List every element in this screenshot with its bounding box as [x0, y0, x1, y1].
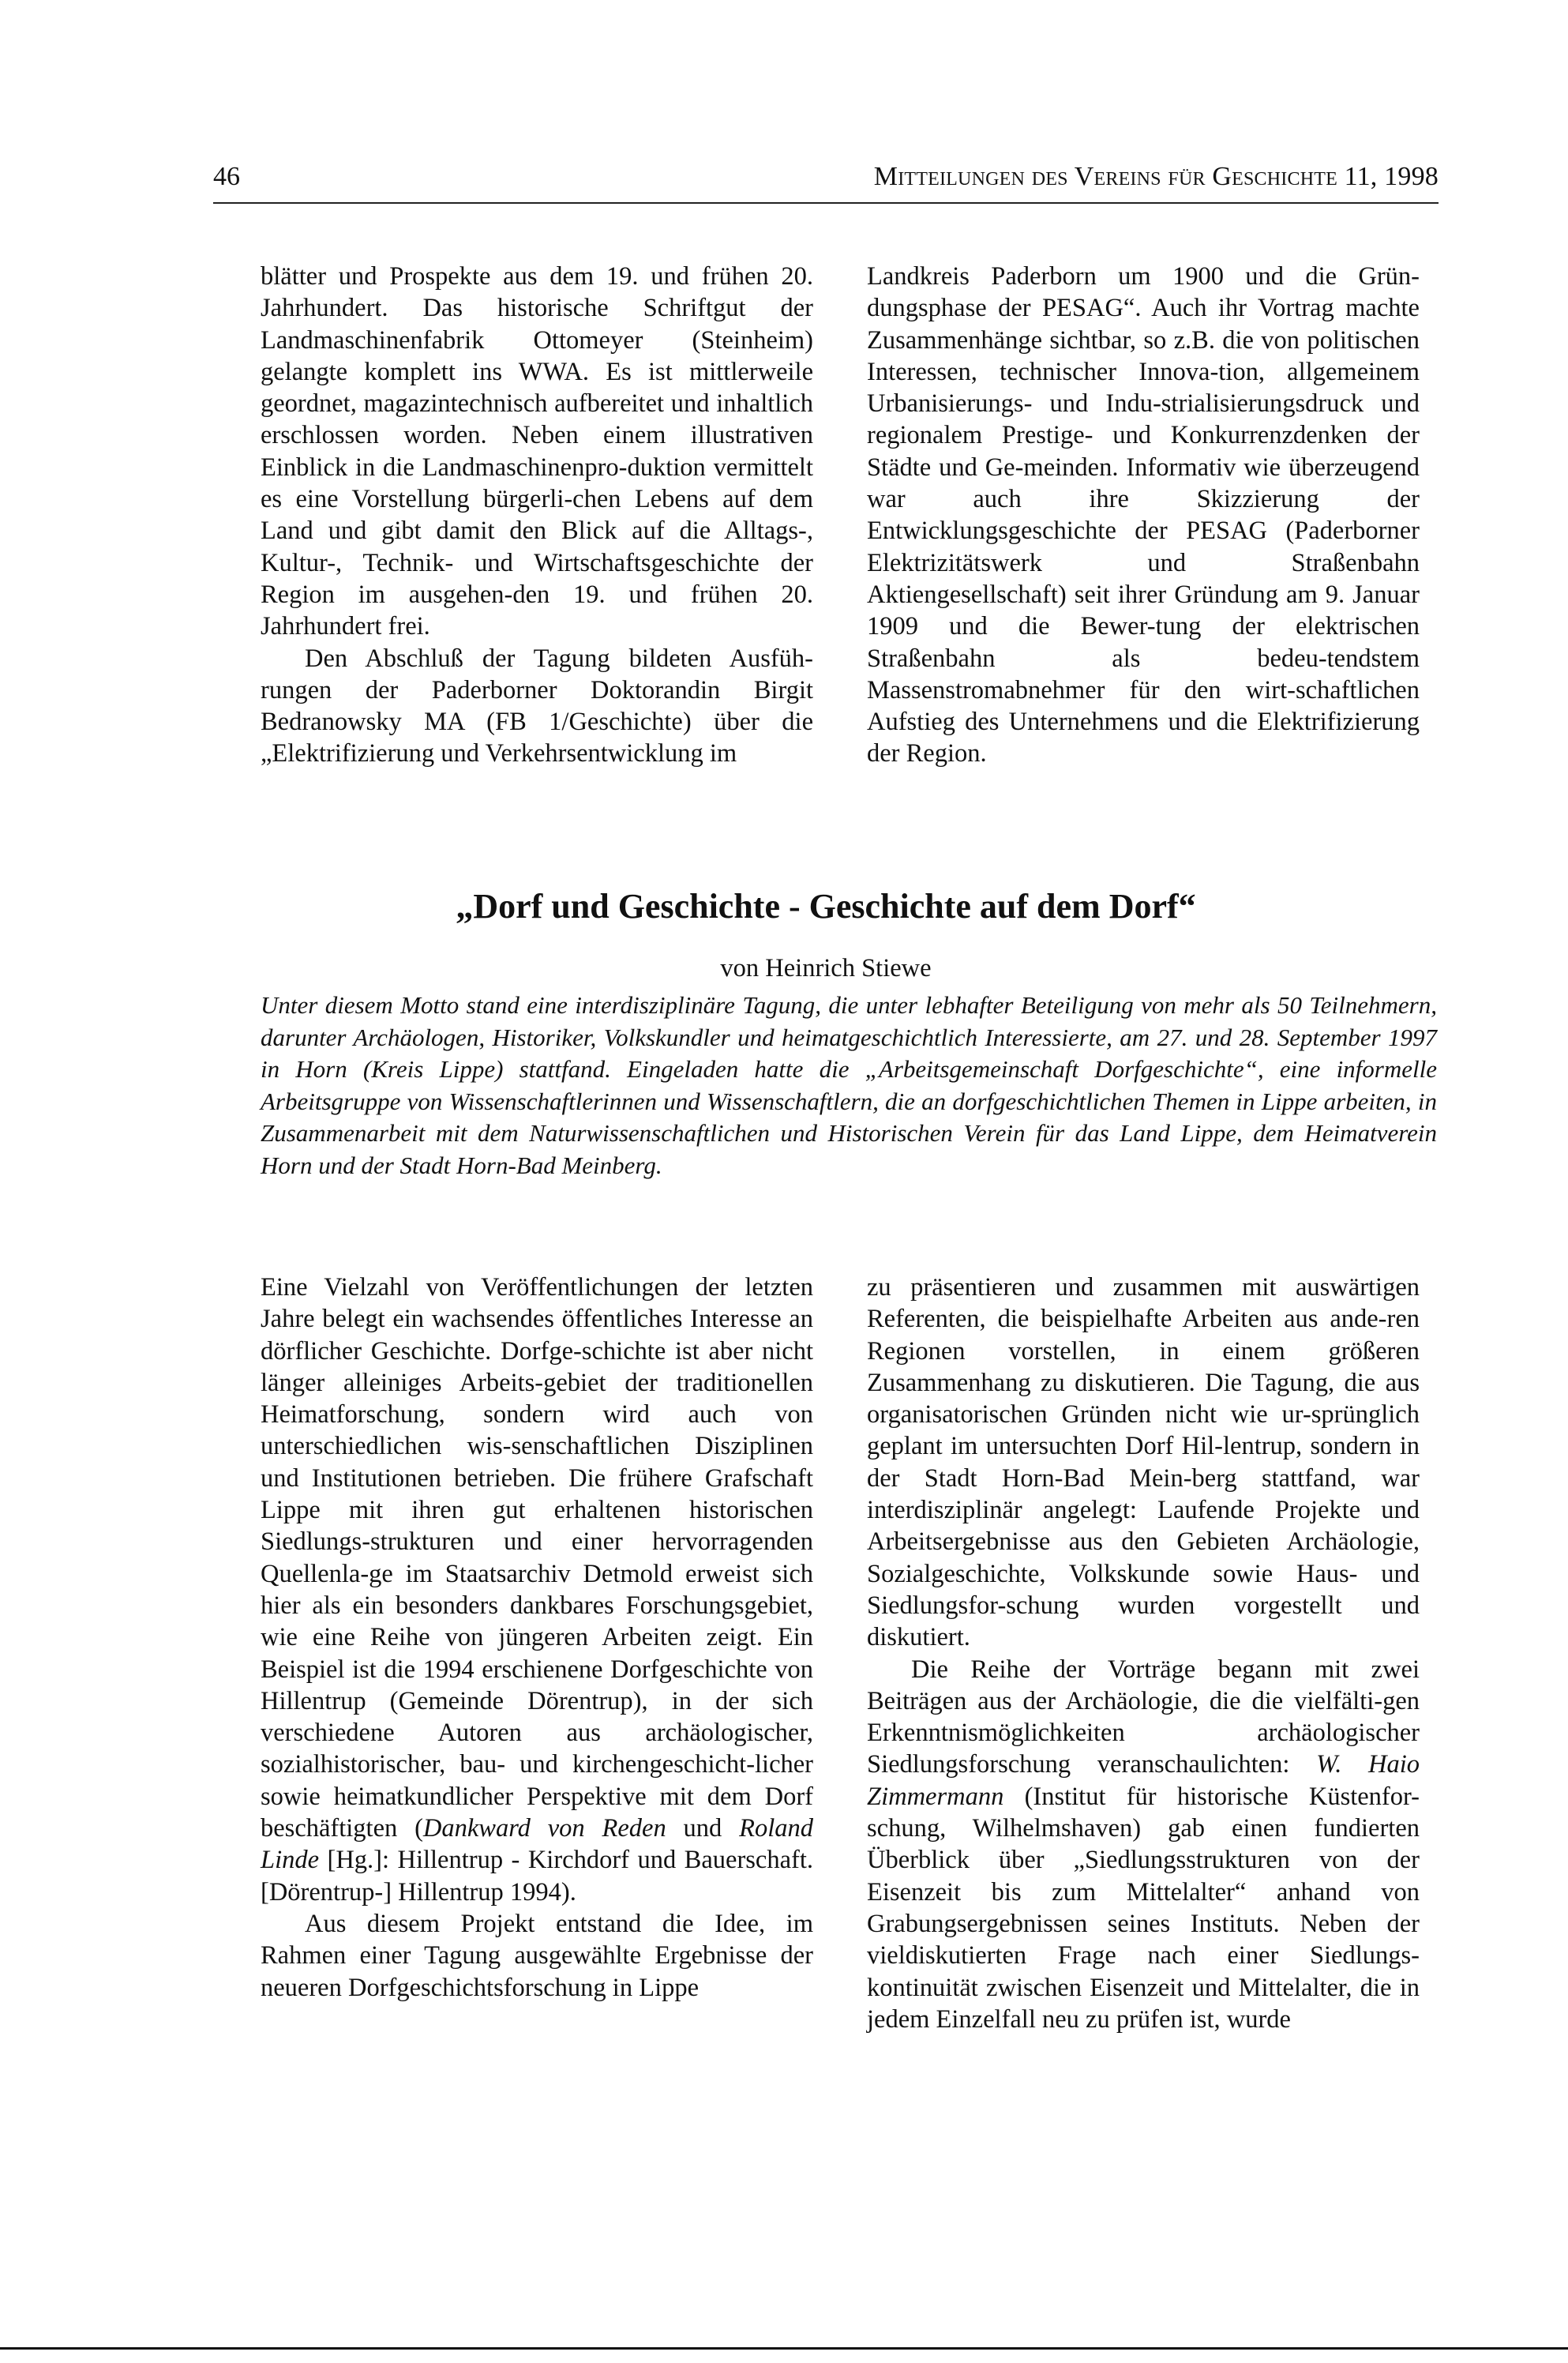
- scan-edge-line: [0, 2347, 1568, 2350]
- article-byline: von Heinrich Stiewe: [720, 954, 932, 982]
- paragraph: [867, 1654, 1420, 2036]
- page-number: 46: [213, 162, 240, 191]
- top-right-column: [867, 261, 1420, 770]
- text-run: Die Reihe der Vorträge begann mit zwei Beiträgen aus der Archäologie, die die vielfälti-gen Erkenntnismöglichkeiten archäologischer Siedlungsforschung veranschaulichten:: [867, 1655, 1420, 1779]
- paragraph: Den Abschluß der Tagung bildeten Ausfüh-rungen der Paderborner Doktorandin Birgit Bedranowsky MA (FB 1/Geschichte) über die „Elektrifizierung und Verkehrsentwicklung im: [261, 644, 813, 768]
- author-name: Roland Linde: [261, 1814, 813, 1875]
- text-run: (Institut für historische Küstenfor-schung, Wilhelmshaven) gab einen fundierten Überblick über „Siedlungsstrukturen von der Eisenzeit bis zum Mittelalter“ anhand von Grabungsergebnissen seines Instituts. Neben der vieldiskutierten Frage nach einer Siedlungs-kontinuität zwischen Eisenzeit und Mittelalter, die in jedem Einzelfall neu zu prüfen ist, wurde: [867, 1782, 1420, 2034]
- running-head: Mitteilungen des Vereins für Geschichte 11, 1998: [873, 162, 1439, 191]
- text-run: Eine Vielzahl von Veröffentlichungen der letzten Jahre belegt ein wachsendes öffentliches Interesse an dörflicher Geschichte. Dorfge-schichte ist aber nicht länger alleiniges Arbeits-gebiet der traditionellen Heimatforschung, sondern wird auch von unterschiedlichen wis-senschaftlichen Disziplinen und Institutionen betrieben. Die frühere Grafschaft Lippe mit ihren gut erhaltenen historischen Siedlungs-strukturen und einer hervorragenden Quellenla-ge im Staatsarchiv Detmold erweist sich hier als ein besonders dankbares Forschungsgebiet, wie eine Reihe von jüngeren Arbeiten zeigt. Ein Beispiel ist die 1994 erschienene Dorfgeschichte von Hillentrup (Gemeinde Dörentrup), in der sich verschiedene Autoren aus archäologischer, sozialhistorischer, bau- und kirchengeschicht-licher sowie heimatkundlicher Perspektive mit dem Dorf beschäftigten (: [261, 1273, 813, 1843]
- page-header: [213, 156, 1439, 197]
- paragraph: [261, 1272, 813, 1908]
- header-divider: [213, 202, 1439, 204]
- author-name: W. Haio Zimmermann: [867, 1750, 1420, 1811]
- paragraph: Landkreis Paderborn um 1900 und die Grün-dungsphase der PESAG“. Auch ihr Vortrag machte Zusammenhänge sichtbar, so z.B. die von politischen Interessen, technischer Innova-tion, allgemeinem Urbanisierungs- und Indu-strialisierungsdruck und regionalem Prestige- und Konkurrenzdenken der Städte und Ge-meinden. Informativ wie überzeugend war auch ihre Skizzierung der Entwicklungsgeschichte der PESAG (Paderborner Elektrizitätswerk und Straßenbahn Aktiengesellschaft) seit ihrer Gründung am 9. Januar 1909 und die Bewer-tung der elektrischen Straßenbahn als bedeu-tendstem Massenstromabnehmer für den wirt-schaftlichen Aufstieg des Unternehmens und die Elektrifizierung der Region.: [867, 262, 1420, 768]
- bottom-left-column: [261, 1272, 813, 2004]
- top-left-column: [261, 261, 813, 770]
- paragraph: blätter und Prospekte aus dem 19. und frühen 20. Jahrhundert. Das historische Schriftgut der Landmaschinenfabrik Ottomeyer (Steinheim) gelangte komplett ins WWA. Es ist mittlerweile geordnet, magazintechnisch aufbereitet und inhaltlich erschlossen worden. Neben einem illustrativen Einblick in die Landmaschinenpro-duktion vermittelt es eine Vorstellung bürgerli-chen Lebens auf dem Land und gibt damit den Blick auf die Alltags-, Kultur-, Technik- und Wirtschaftsgeschichte der Region im ausgehen-den 19. und frühen 20. Jahrhundert frei.: [261, 262, 813, 641]
- bottom-right-column: [867, 1272, 1420, 2035]
- text-run: und: [666, 1814, 740, 1843]
- paragraph: zu präsentieren und zusammen mit auswärtigen Referenten, die beispielhafte Arbeiten aus ande-ren Regionen vorstellen, in einem größeren Zusammenhang zu diskutieren. Die Tagung, die aus organisatorischen Gründen nicht wie ur-sprünglich geplant im untersuchten Dorf Hil-lentrup, sondern in der Stadt Horn-Bad Mein-berg stattfand, war interdisziplinär angelegt: Laufende Projekte und Arbeitsergebnisse aus den Gebieten Archäologie, Sozialgeschichte, Volkskunde sowie Haus- und Siedlungsfor-schung wurden vorgestellt und diskutiert.: [867, 1273, 1420, 1652]
- paragraph: Aus diesem Projekt entstand die Idee, im Rahmen einer Tagung ausgewählte Ergebnisse der neueren Dorfgeschichtsforschung in Lippe: [261, 1909, 813, 2002]
- text-run: [Hg.]: Hillentrup - Kirchdorf und Bauerschaft. [Dörentrup-] Hillentrup 1994).: [261, 1846, 813, 1907]
- author-name: Dankward von Reden: [422, 1814, 666, 1843]
- article-abstract: Unter diesem Motto stand eine interdisziplinäre Tagung, die unter lebhafter Beteiligung von mehr als 50 Teilnehmern, darunter Archäologen, Historiker, Volkskundler und heimatgeschichtlich Interessierte, am 27. und 28. September 1997 in Horn (Kreis Lippe) stattfand. Eingeladen hatte die „Arbeitsgemeinschaft Dorfgeschichte“, eine informelle Arbeitsgruppe von Wissenschaftlerinnen und Wissenschaftlern, die an dorfgeschichtlichen Themen in Lippe arbeiten, in Zusammenarbeit mit dem Naturwissenschaftlichen und Historischen Verein für das Land Lippe, dem Heimatverein Horn und der Stadt Horn-Bad Meinberg.: [261, 991, 1437, 1179]
- article-title: „Dorf und Geschichte - Geschichte auf dem Dorf“: [456, 887, 1196, 926]
